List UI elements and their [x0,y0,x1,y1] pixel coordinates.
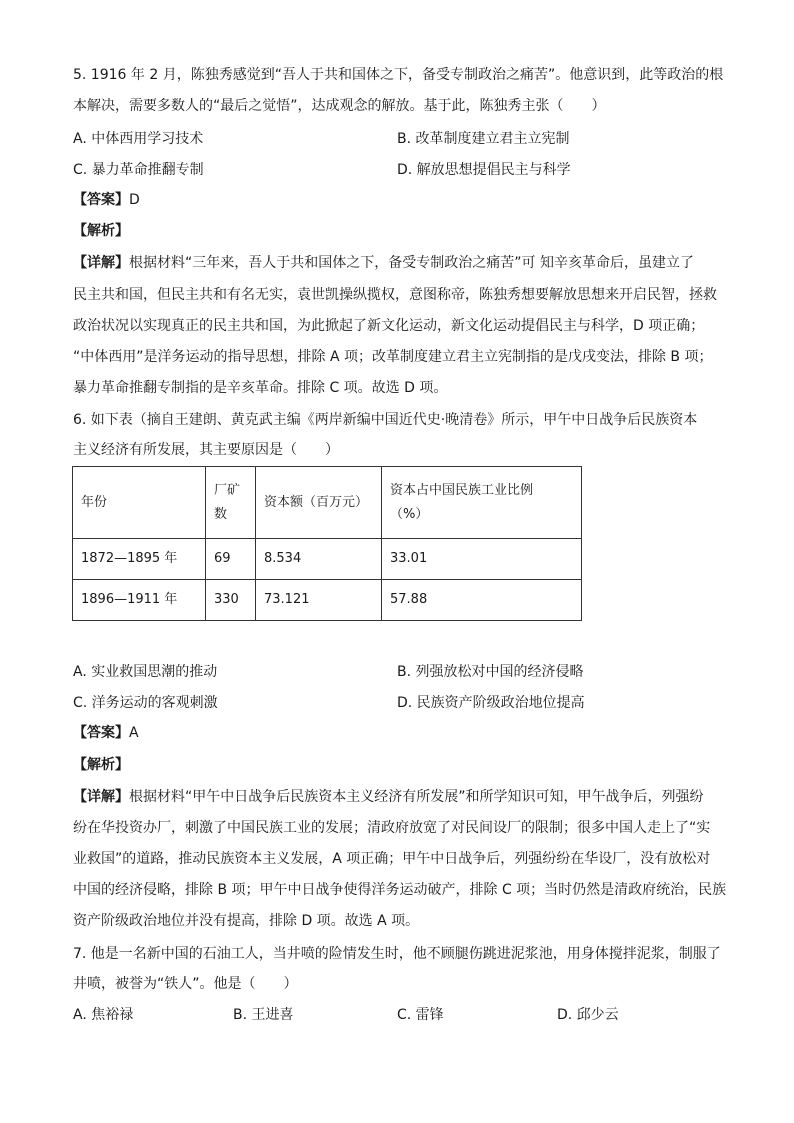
header-capital-ratio-l2: （%） [390,506,429,522]
header-capital-ratio [382,467,582,539]
q6-analysis-tag: 【解析】 [73,757,129,773]
q7-option-d: D. 邱少云 [557,1007,619,1023]
table-row [73,580,582,621]
q5-stem-line2: 本解决，需要多数人的“最后之觉悟”，达成观念的解放。基于此，陈独秀主张（ ） [73,98,606,114]
table-cell: 1872—1895 年 [73,539,206,580]
q7-stem-line2: 井喷，被誉为“铁人”。他是（ ） [73,976,298,992]
q6-detail-tag: 【详解】 [73,789,129,805]
q6-option-d: D. 民族资产阶级政治地位提高 [397,695,585,711]
q7-option-c: C. 雷锋 [397,1007,444,1023]
table-cell: 69 [206,539,256,580]
q5-analysis-tag: 【解析】 [73,223,129,239]
q5-answer [73,189,140,211]
table-cell: 330 [206,580,256,621]
q6-data-table [72,466,582,621]
q7-option-b: B. 王进喜 [233,1007,294,1023]
q6-option-b: B. 列强放松对中国的经济侵略 [397,664,584,680]
q6-explanation-line2: 纷在华投资办厂，刺激了中国民族工业的发展；清政府放宽了对民间设厂的限制；很多中国人走上了“实 [73,820,711,836]
q5-option-b: B. 改革制度建立君主立宪制 [397,131,570,147]
q6-explanation-text1: 根据材料“甲午中日战争后民族资本主义经济有所发展”和所学知识可知，甲午战争后，列强纷 [129,789,704,805]
q5-option-d: D. 解放思想提倡民主与科学 [397,162,571,178]
header-capital-ratio-l1: 资本占中国民族工业比例 [390,482,534,498]
q6-explanation-line1 [73,786,704,808]
q6-explanation-line4: 中国的经济侵略，排除 B 项；甲午中日战争使得洋务运动破产，排除 C 项；当时仍然是清政府统治，民族 [73,882,727,898]
table-cell: 57.88 [382,580,582,621]
q6-answer-tag: 【答案】 [73,725,129,741]
q5-explanation-line5: 暴力革命推翻专制指的是辛亥革命。排除 C 项。故选 D 项。 [73,380,448,396]
header-factory-count-l2: 数 [214,506,228,522]
q6-answer-value: A [129,725,139,741]
header-factory-count [206,467,256,539]
q6-explanation-line3: 业救国”的道路，推动民族资本主义发展，A 项正确；甲午中日战争后，列强纷纷在华设厂，没有放松对 [73,851,711,867]
q5-option-c: C. 暴力革命推翻专制 [73,162,204,178]
q5-explanation-text1: 根据材料“三年来，吾人于共和国体之下，备受专制政治之痛苦”可 知辛亥革命后，虽建立了 [129,255,694,271]
q5-explanation-line1 [73,252,694,274]
header-year: 年份 [73,467,206,539]
table-cell: 1896—1911 年 [73,580,206,621]
header-capital: 资本额（百万元） [256,467,382,539]
q6-stem-line1: 6. 如下表（摘自王建朗、黄克武主编《两岸新编中国近代史·晚清卷》所示，甲午中日战争后民族资本 [73,412,698,428]
q6-option-a: A. 实业救国思潮的推动 [73,664,218,680]
q7-option-a: A. 焦裕禄 [73,1007,134,1023]
q6-answer [73,722,139,744]
q5-answer-tag: 【答案】 [73,192,129,208]
header-factory-count-l1: 厂矿 [214,482,241,498]
q5-stem-line1: 5. 1916 年 2 月，陈独秀感觉到“吾人于共和国体之下，备受专制政治之痛苦”。他意识到，此等政治的根 [73,67,724,83]
table-cell: 8.534 [256,539,382,580]
q5-detail-tag: 【详解】 [73,255,129,271]
q5-explanation-line2: 民主共和国，但民主共和有名无实，袁世凯操纵揽权，意图称帝，陈独秀想要解放思想来开启民智，拯救 [73,287,717,303]
q6-stem-line2: 主义经济有所发展，其主要原因是（ ） [73,442,339,458]
table-row [73,539,582,580]
table-cell: 73.121 [256,580,382,621]
q6-explanation-line5: 资产阶级政治地位并没有提高，排除 D 项。故选 A 项。 [73,913,420,929]
table-cell: 33.01 [382,539,582,580]
q5-option-a: A. 中体西用学习技术 [73,131,204,147]
q5-answer-value: D [129,192,140,208]
table-header-row [73,467,582,539]
q5-explanation-line3: 政治状况以实现真正的民主共和国，为此掀起了新文化运动，新文化运动提倡民主与科学，D 项正确； [73,318,705,334]
q5-explanation-line4: “中体西用”是洋务运动的指导思想，排除 A 项；改革制度建立君主立宪制指的是戊戌变法，排除 B 项； [73,349,713,365]
q7-stem-line1: 7. 他是一名新中国的石油工人，当井喷的险情发生时，他不顾腿伤跳进泥浆池，用身体搅拌泥浆，制服了 [73,946,721,962]
q6-option-c: C. 洋务运动的客观刺激 [73,695,218,711]
